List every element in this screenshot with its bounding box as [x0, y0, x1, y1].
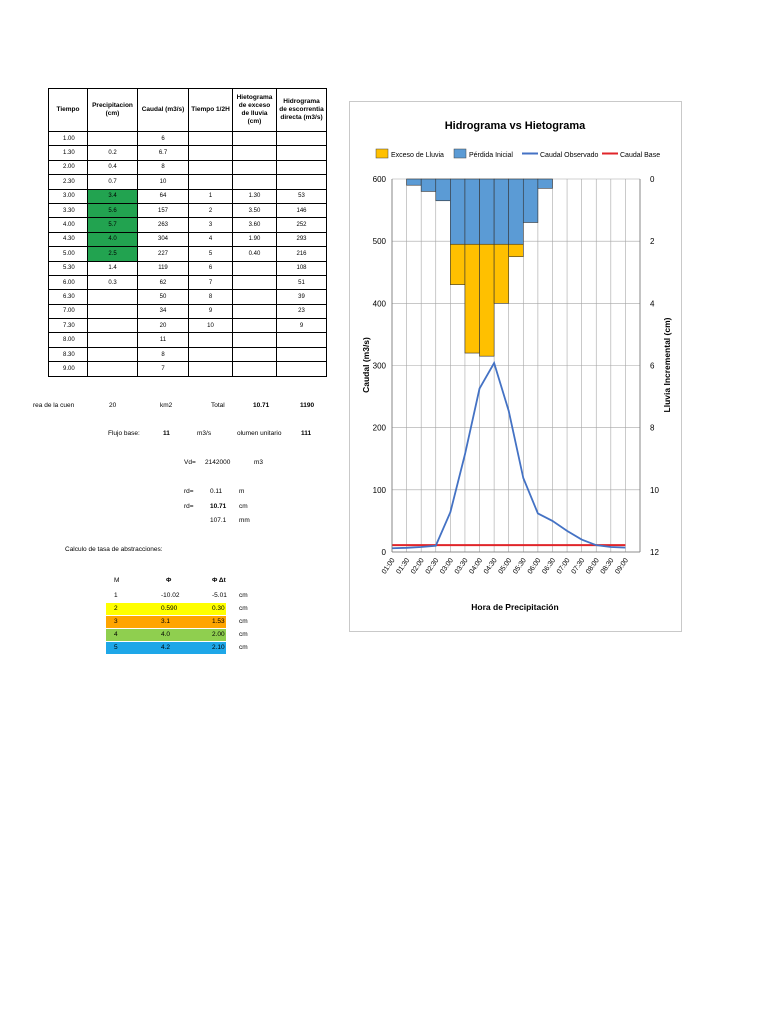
table-cell: 64 — [138, 189, 189, 203]
table-cell: 293 — [277, 232, 327, 246]
x-tick-label: 02:30 — [424, 557, 441, 576]
table-cell: 4.0 — [88, 232, 138, 246]
table-cell — [277, 146, 327, 160]
table-row — [49, 218, 327, 232]
abstraccion-phidt: 2.00 — [212, 631, 225, 638]
table-cell: 6.7 — [138, 146, 189, 160]
abstraccion-unit: cm — [239, 631, 248, 638]
header-hietograma: Hietograma de exceso de lluvia (cm) — [233, 89, 277, 132]
y2-tick-label: 0 — [650, 175, 655, 184]
abstraccion-phidt: 1.53 — [212, 618, 225, 625]
table-cell — [189, 132, 233, 146]
bar-perdida-inicial — [480, 179, 495, 244]
total-label: Total — [211, 402, 225, 409]
table-cell: 10 — [189, 319, 233, 333]
table-row — [49, 290, 327, 304]
table-cell: 7 — [138, 362, 189, 376]
table-cell — [233, 160, 277, 174]
table-cell: 0.40 — [233, 247, 277, 261]
table-cell: 216 — [277, 247, 327, 261]
volumen-label: olumen unitario — [237, 430, 282, 437]
bar-exceso-lluvia — [450, 244, 465, 284]
y2-tick-label: 4 — [650, 299, 655, 309]
y2-tick-label: 12 — [650, 548, 659, 557]
table-cell: 53 — [277, 189, 327, 203]
table-cell — [233, 132, 277, 146]
table-cell: 7 — [189, 275, 233, 289]
table-cell: 8 — [138, 347, 189, 361]
table-header-row — [49, 89, 327, 132]
table-cell — [189, 347, 233, 361]
table-cell — [189, 362, 233, 376]
table-cell: 6 — [189, 261, 233, 275]
table-cell — [88, 304, 138, 318]
bar-exceso-lluvia — [509, 244, 524, 256]
table-cell: 7.30 — [49, 319, 88, 333]
y-axis-title: Caudal (m3/s) — [361, 337, 371, 393]
x-tick-label: 04:00 — [468, 557, 485, 576]
table-cell: 227 — [138, 247, 189, 261]
vd-label: Vd= — [184, 459, 196, 466]
x-tick-label: 02:00 — [410, 557, 426, 576]
table-cell: 3.4 — [88, 189, 138, 203]
chart-hidrograma-hietograma — [349, 101, 682, 632]
table-cell: 50 — [138, 290, 189, 304]
table-row — [49, 232, 327, 246]
abstraccion-m: 1 — [114, 592, 118, 599]
table-cell: 11 — [138, 333, 189, 347]
table-cell: 4.00 — [49, 218, 88, 232]
y2-tick-label: 8 — [650, 423, 655, 433]
table-cell: 263 — [138, 218, 189, 232]
table-row — [49, 189, 327, 203]
table-cell — [233, 362, 277, 376]
bar-perdida-inicial — [523, 179, 538, 223]
abstracciones-col-phi: Φ — [166, 577, 172, 584]
table-cell: 8 — [138, 160, 189, 174]
table-cell: 1 — [189, 189, 233, 203]
abstraccion-m: 5 — [114, 644, 118, 651]
table-cell: 4 — [189, 232, 233, 246]
legend-label: Exceso de Lluvia — [391, 152, 444, 159]
abstraccion-unit: cm — [239, 592, 248, 599]
table-cell: 0.3 — [88, 275, 138, 289]
table-row — [49, 261, 327, 275]
table-cell — [189, 160, 233, 174]
table-cell: 3.50 — [233, 203, 277, 217]
table-cell: 6.30 — [49, 290, 88, 304]
table-body — [49, 132, 327, 377]
table-cell: 5.30 — [49, 261, 88, 275]
table-cell: 1.00 — [49, 132, 88, 146]
abstraccion-phi: 4.0 — [161, 631, 171, 638]
abstraccion-unit: cm — [239, 605, 248, 612]
table-row — [49, 203, 327, 217]
rd-unit-1: m — [239, 488, 245, 495]
table-cell: 3.00 — [49, 189, 88, 203]
y-tick-label: 600 — [372, 175, 386, 184]
x-tick-label: 03:00 — [439, 557, 455, 576]
table-cell: 39 — [277, 290, 327, 304]
table-cell: 157 — [138, 203, 189, 217]
abstraccion-m: 4 — [114, 631, 118, 638]
y-tick-label: 500 — [372, 237, 386, 247]
table-cell — [277, 347, 327, 361]
table-row — [49, 247, 327, 261]
table-cell: 8 — [189, 290, 233, 304]
legend-swatch — [376, 149, 388, 158]
volumen-value: 111 — [301, 430, 312, 437]
table-row — [49, 319, 327, 333]
table-row — [49, 362, 327, 376]
table-cell: 5.00 — [49, 247, 88, 261]
table-cell: 4.30 — [49, 232, 88, 246]
bar-perdida-inicial — [494, 179, 509, 244]
table-cell: 0.7 — [88, 175, 138, 189]
abstraccion-unit: cm — [239, 618, 248, 625]
table-cell: 34 — [138, 304, 189, 318]
bar-exceso-lluvia — [494, 244, 509, 303]
abstraccion-phi: 4.2 — [161, 644, 171, 651]
x-tick-label: 03:30 — [453, 557, 470, 576]
table-cell: 1.30 — [49, 146, 88, 160]
table-row — [49, 175, 327, 189]
table-cell — [233, 261, 277, 275]
table-cell — [233, 146, 277, 160]
x-tick-label: 05:00 — [497, 557, 514, 576]
flujo-label: Flujo base: — [108, 430, 140, 437]
abstraccion-phi: -10.02 — [161, 592, 180, 599]
area-value: 20 — [109, 402, 117, 409]
y-tick-label: 300 — [372, 361, 386, 371]
abstraccion-m: 2 — [114, 605, 118, 612]
table-cell: 5.7 — [88, 218, 138, 232]
header-tiempo-half: Tiempo 1/2H — [189, 89, 233, 132]
y-tick-label: 200 — [372, 423, 386, 433]
table-cell: 9 — [189, 304, 233, 318]
table-cell: 2 — [189, 203, 233, 217]
x-tick-label: 05:30 — [512, 557, 528, 576]
table-cell — [233, 347, 277, 361]
x-tick-label: 01:30 — [395, 557, 412, 576]
legend-swatch — [454, 149, 466, 158]
table-cell: 2.00 — [49, 160, 88, 174]
table-cell: 6.00 — [49, 275, 88, 289]
area-unit: km2 — [160, 402, 173, 409]
bar-perdida-inicial — [538, 179, 553, 188]
header-hidrograma: Hidrograma de escorrentia directa (m3/s) — [277, 89, 327, 132]
x-tick-label: 07:00 — [555, 557, 572, 576]
flujo-unit: m3/s — [197, 430, 212, 437]
table-row — [49, 333, 327, 347]
vd-unit: m3 — [254, 459, 264, 466]
x-tick-label: 06:30 — [541, 557, 558, 576]
table-row — [49, 160, 327, 174]
y-tick-label: 400 — [372, 299, 386, 309]
table-cell: 9 — [277, 319, 327, 333]
table-cell — [233, 333, 277, 347]
table-cell — [189, 146, 233, 160]
table-row — [49, 275, 327, 289]
bar-perdida-inicial — [450, 179, 465, 244]
abstraccion-phidt: -5.01 — [212, 592, 227, 599]
table-cell — [88, 132, 138, 146]
table-row — [49, 132, 327, 146]
table-cell — [88, 333, 138, 347]
rd-value-2: 10.71 — [210, 503, 227, 510]
x-tick-label: 06:00 — [526, 557, 543, 576]
table-cell: 10 — [138, 175, 189, 189]
header-tiempo: Tiempo — [49, 89, 88, 132]
rd-label-1: rd= — [184, 488, 194, 495]
table-cell: 252 — [277, 218, 327, 232]
table-cell: 119 — [138, 261, 189, 275]
table-cell — [277, 333, 327, 347]
table-row — [49, 146, 327, 160]
table-cell: 3.60 — [233, 218, 277, 232]
table-cell: 0.4 — [88, 160, 138, 174]
table-cell: 0.2 — [88, 146, 138, 160]
y-tick-label: 0 — [381, 548, 386, 557]
table-cell: 7.00 — [49, 304, 88, 318]
table-cell: 62 — [138, 275, 189, 289]
x-tick-label: 08:30 — [599, 557, 616, 576]
legend-label: Pérdida Inicial — [469, 152, 513, 159]
abstraccion-phi: 0.590 — [161, 605, 178, 612]
rd-unit-2: cm — [239, 503, 248, 510]
total-hidro: 1190 — [300, 402, 315, 409]
table-cell: 3.30 — [49, 203, 88, 217]
bar-exceso-lluvia — [465, 244, 480, 353]
table-cell — [88, 290, 138, 304]
table-cell: 6 — [138, 132, 189, 146]
table-cell: 5 — [189, 247, 233, 261]
total-exceso: 10.71 — [253, 402, 270, 409]
table-cell: 5.6 — [88, 203, 138, 217]
data-table — [48, 88, 327, 377]
table-cell: 3 — [189, 218, 233, 232]
x-tick-label: 04:30 — [482, 557, 499, 576]
table-cell: 20 — [138, 319, 189, 333]
table-cell: 304 — [138, 232, 189, 246]
table-cell: 108 — [277, 261, 327, 275]
table-cell: 9.00 — [49, 362, 88, 376]
header-precipitacion: Precipitacion (cm) — [88, 89, 138, 132]
bar-perdida-inicial — [509, 179, 524, 244]
chart-title: Hidrograma vs Hietograma — [444, 120, 586, 132]
table-cell — [233, 275, 277, 289]
area-label: rea de la cuen — [33, 402, 75, 409]
rd-unit-3: mm — [239, 517, 250, 524]
table-cell: 2.5 — [88, 247, 138, 261]
table-cell: 51 — [277, 275, 327, 289]
table-cell — [88, 347, 138, 361]
table-cell — [277, 132, 327, 146]
x-axis-title: Hora de Precipitación — [471, 602, 559, 612]
abstraccion-m: 3 — [114, 618, 118, 625]
y2-tick-label: 10 — [650, 485, 659, 495]
abstracciones-col-phidt: Φ Δt — [212, 577, 226, 584]
rd-value-3: 107.1 — [210, 517, 227, 524]
table-row — [49, 304, 327, 318]
table-cell: 8.00 — [49, 333, 88, 347]
table-cell: 23 — [277, 304, 327, 318]
abstraccion-phi: 3.1 — [161, 618, 171, 625]
rd-label-2: rd= — [184, 503, 194, 510]
table-cell: 8.30 — [49, 347, 88, 361]
abstracciones-title: Calculo de tasa de abstracciones: — [65, 546, 163, 553]
legend-label: Caudal Base — [620, 152, 661, 159]
vd-value: 2142000 — [205, 459, 231, 466]
x-tick-label: 01:00 — [380, 557, 397, 576]
y2-axis-title: Lluvia Incremental (cm) — [662, 317, 672, 413]
x-tick-label: 09:00 — [614, 557, 631, 576]
table-cell — [233, 290, 277, 304]
x-tick-label: 07:30 — [570, 557, 587, 576]
table-cell: 146 — [277, 203, 327, 217]
bar-exceso-lluvia — [480, 244, 495, 356]
table-cell — [233, 175, 277, 189]
abstracciones-col-m: M — [114, 577, 120, 584]
x-tick-label: 08:00 — [585, 557, 601, 576]
table-cell — [277, 362, 327, 376]
flujo-value: 11 — [163, 430, 170, 437]
table-cell — [189, 175, 233, 189]
header-caudal: Caudal (m3/s) — [138, 89, 189, 132]
abstraccion-phidt: 2.10 — [212, 644, 225, 651]
table-cell — [189, 333, 233, 347]
table-row — [49, 347, 327, 361]
rd-value-1: 0.11 — [210, 488, 223, 495]
y2-tick-label: 2 — [650, 237, 655, 247]
chart-svg — [350, 102, 681, 631]
abstraccion-unit: cm — [239, 644, 248, 651]
table-cell: 2.30 — [49, 175, 88, 189]
table-cell — [233, 319, 277, 333]
legend-label: Caudal Observado — [540, 152, 599, 159]
bar-perdida-inicial — [421, 179, 436, 191]
bar-perdida-inicial — [465, 179, 480, 244]
table-cell — [88, 362, 138, 376]
bar-perdida-inicial — [407, 179, 422, 185]
table-cell: 1.4 — [88, 261, 138, 275]
table-cell — [233, 304, 277, 318]
y2-tick-label: 6 — [650, 361, 655, 371]
table-cell: 1.30 — [233, 189, 277, 203]
table-cell: 1.90 — [233, 232, 277, 246]
y-tick-label: 100 — [372, 485, 386, 495]
table-cell — [277, 175, 327, 189]
abstraccion-phidt: 0.30 — [212, 605, 225, 612]
table-cell — [88, 319, 138, 333]
bar-perdida-inicial — [436, 179, 451, 201]
table-cell — [277, 160, 327, 174]
